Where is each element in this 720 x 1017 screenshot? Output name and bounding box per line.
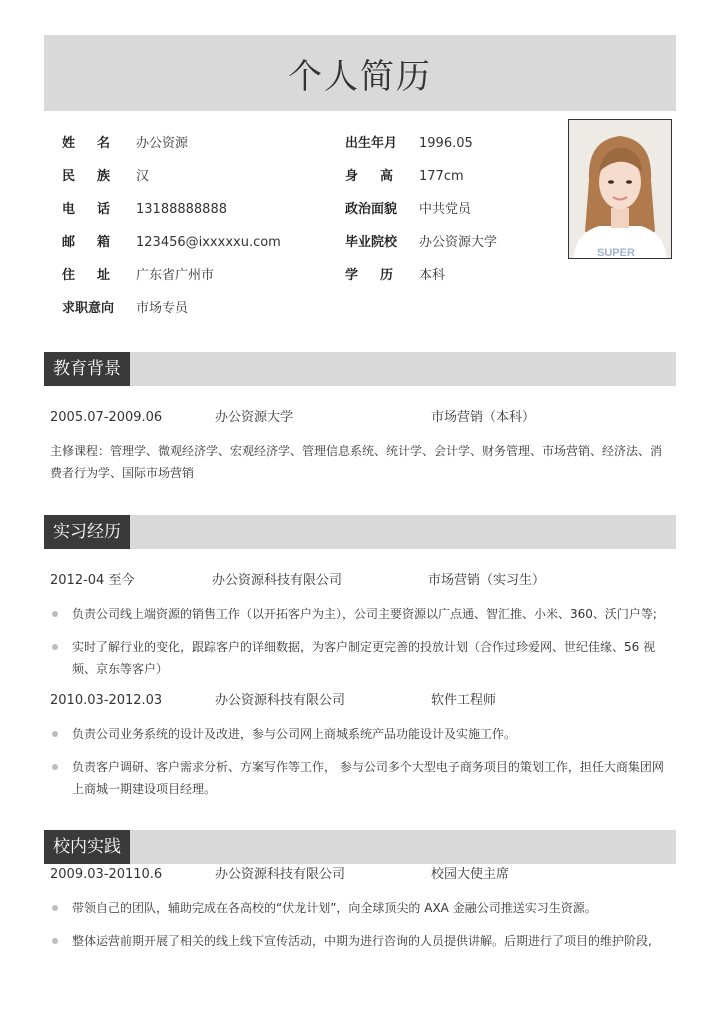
info-label: 身 高 (345, 169, 393, 184)
list-item: 带领自己的团队，辅助完成在各高校的“伏龙计划”，向全球顶尖的 AXA 金融公司推送实习生资源。 (50, 897, 672, 919)
section-title: 教育背景 (44, 352, 130, 386)
info-value: 123456@ixxxxxu.com (136, 235, 281, 250)
bullet-dot-icon (52, 764, 58, 770)
info-label: 民 族 (62, 169, 110, 184)
title-banner (44, 35, 676, 111)
section-campus (44, 830, 676, 864)
entry-school: 办公资源大学 (215, 410, 294, 425)
info-value: 办公资源大学 (419, 235, 498, 250)
entry-company: 办公资源科技有限公司 (212, 573, 343, 588)
job-entry (50, 690, 676, 712)
job-entry (50, 570, 676, 592)
info-value: 市场专员 (136, 301, 189, 316)
list-item: 负责公司线上端资源的销售工作（以开拓客户为主），公司主要资源以广点通、智汇推、小米、360、沃门户等; (50, 603, 672, 625)
info-label: 政治面貌 (345, 202, 398, 217)
section-internship (44, 515, 676, 549)
info-value: 中共党员 (419, 202, 472, 217)
entry-period: 2005.07-2009.06 (50, 410, 163, 425)
info-label: 出生年月 (345, 136, 398, 151)
list-item: 整体运营前期开展了相关的线上线下宣传活动，中期为进行咨询的人员提供讲解。后期进行了项目的维护阶段, (50, 930, 672, 952)
list-item: 实时了解行业的变化，跟踪客户的详细数据，为客户制定更完善的投放计划（合作过珍爱网、世纪佳缘、56 视频、京东等客户） (50, 636, 672, 680)
entry-role: 软件工程师 (431, 693, 497, 708)
portrait-illustration (569, 120, 671, 258)
bullet-dot-icon (52, 938, 58, 944)
entry-period: 2010.03-2012.03 (50, 693, 163, 708)
entry-role: 校园大使主席 (431, 867, 510, 882)
info-label: 学 历 (345, 268, 393, 283)
shirt-print-text: SUPER (597, 247, 635, 258)
entry-period: 2009.03-20110.6 (50, 867, 163, 882)
info-value: 本科 (419, 268, 446, 283)
info-value: 广东省广州市 (136, 268, 215, 283)
section-education (44, 352, 676, 386)
info-label: 毕业院校 (345, 235, 398, 250)
bullet-dot-icon (52, 611, 58, 617)
bullet-dot-icon (52, 731, 58, 737)
info-value: 办公资源 (136, 136, 189, 151)
campus-entry (50, 864, 676, 886)
info-label: 住 址 (62, 268, 110, 283)
bullet-dot-icon (52, 644, 58, 650)
entry-major: 市场营销（本科） (431, 410, 536, 425)
education-entry (50, 407, 676, 429)
list-item: 负责公司业务系统的设计及改进，参与公司网上商城系统产品功能设计及实施工作。 (50, 723, 672, 745)
entry-role: 市场营销（实习生） (428, 573, 546, 588)
info-label: 电 话 (62, 202, 110, 217)
info-value: 汉 (136, 169, 150, 184)
info-label: 姓 名 (62, 136, 110, 151)
page-title: 个人简历 (288, 56, 432, 97)
info-value: 1996.05 (419, 136, 473, 151)
section-title: 实习经历 (44, 515, 130, 549)
info-value: 13188888888 (136, 202, 227, 217)
entry-company: 办公资源科技有限公司 (215, 693, 346, 708)
info-value: 177cm (419, 169, 464, 184)
education-courses: 主修课程：管理学、微观经济学、宏观经济学、管理信息系统、统计学、会计学、财务管理、市场营销、经济法、消费者行为学、国际市场营销 (50, 444, 663, 480)
info-label: 求职意向 (62, 301, 115, 316)
profile-photo (568, 119, 672, 259)
info-label: 邮 箱 (62, 235, 110, 250)
section-title: 校内实践 (44, 830, 130, 864)
list-item: 负责客户调研、客户需求分析、方案写作等工作， 参与公司多个大型电子商务项目的策划工作，担任大商集团网上商城一期建设项目经理。 (50, 756, 672, 800)
entry-period: 2012-04 至今 (50, 573, 135, 588)
entry-company: 办公资源科技有限公司 (215, 867, 346, 882)
bullet-dot-icon (52, 905, 58, 911)
